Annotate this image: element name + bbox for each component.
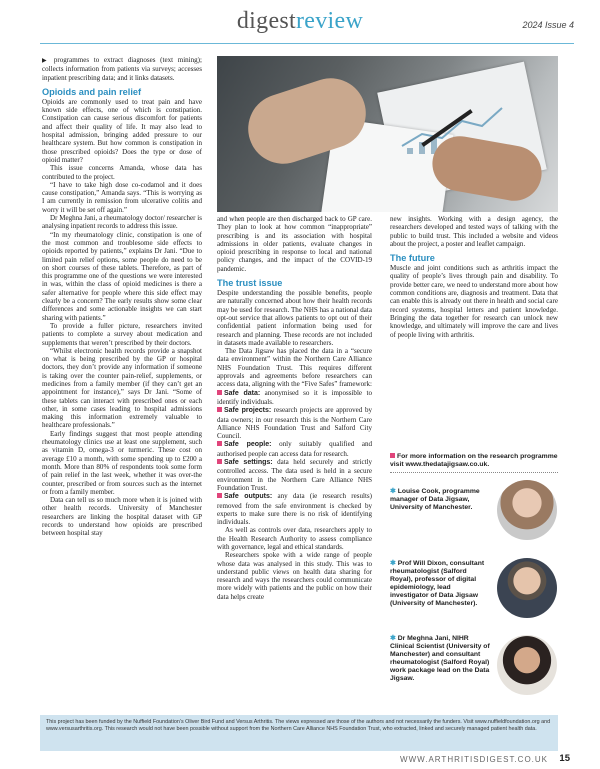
safe-text: data held securely and strictly controlled access. The data used is held in a secure environment in the Northern Care Alliance NHS Foundation Trust. (217, 458, 373, 492)
safe-label: Safe data: (224, 389, 261, 397)
profile-will-dixon (390, 560, 490, 609)
pink-square-icon (217, 459, 222, 464)
paragraph: Dr Meghna Jani, a rheumatology doctor/ researcher is analysing inpatient records to address this issue. (42, 214, 202, 231)
section-heading-opioids: Opioids and pain relief (42, 86, 142, 97)
safe-label: Safe people: (224, 441, 272, 449)
safe-item (217, 492, 372, 526)
page-number: 15 (559, 753, 570, 764)
header-photo (217, 56, 558, 212)
title-main: digest (236, 8, 297, 34)
safe-item (217, 440, 372, 458)
pink-square-icon (217, 441, 222, 446)
paragraph: The Data Jigsaw has placed the data in a “secure data environment” within the Northern Care Alliance NHS Foundation Trust. This requires different approvals and agreements before researchers can access data, aligning with the “Five Safes” framework: (217, 347, 372, 389)
safe-text: research projects are approved by data owners; in our research this is the Northern Care Alliance NHS Foundation Trust and Salford City Council. (217, 406, 372, 441)
paragraph: Muscle and joint conditions such as arthritis impact the quality of people’s lives through pain and disability. To provide better care, we need to understand more about how common conditions are, diagnosis and treatment. Data that can enable this is already out there in health and social care record systems, hospital letters and patient knowledge. Bringing the data together for research can unlock new knowledge, and ultimately will improve the care and lives of people living with arthritis. (390, 264, 558, 339)
more-info-text: For more information on the research programme visit www.thedatajigsaw.co.uk. (390, 453, 558, 468)
avatar-louise-cook (497, 480, 557, 540)
magazine-title (0, 8, 600, 35)
safe-label: Safe projects: (224, 407, 272, 415)
intro-paragraph (42, 56, 202, 82)
column-2 (217, 215, 372, 601)
pink-square-icon (217, 407, 222, 412)
paragraph: As well as controls over data, researchers apply to the Health Research Authority to assess compliance with governance, legal and ethical standards. (217, 526, 372, 551)
more-info-callout (390, 453, 558, 469)
avatar-meghna-jani (497, 635, 557, 695)
issue-label: 2024 Issue 4 (522, 20, 574, 30)
intro-text: programmes to extract diagnoses (text mining); collects information from patients via surveys; accesses inpatient prescribing data; and it links datasets. (42, 56, 202, 82)
paragraph: “In my rheumatology clinic, constipation is one of the most common and troublesome side effects to opioids reported by patients,” explains Dr Jani. “Due to limited pain relief options, some people do need to be on short courses of these tablets. Therefore, as part of this programme one of the questions we were interested in was, within the class of opioid medicines is there a safer alternative for people where this side effect may clearly be a concern? The early results show some clear differences and some actionable insights we can start sharing with patients.” (42, 230, 202, 322)
profile-louise-cook (390, 488, 490, 512)
profile-meghna-jani (390, 635, 490, 684)
safe-text: any data (ie research results) removed from the safe environment is checked by experts to make sure there is no risk of identifying individuals. (217, 492, 372, 527)
profile-caption: Dr Meghna Jani, NIHR Clinical Scientist (University of Manchester) and consultant rheumatologist (Salford Royal) work package lead on the Data Jigsaw. (390, 635, 490, 683)
paragraph: new insights. Working with a design agency, the researchers developed and tested ways of talking with the public to build trust. This included a website and videos about the project, a poster and leaflet campaign. (390, 215, 558, 248)
safe-text: anonymised so it is impossible to identify individuals. (217, 388, 372, 406)
safe-item (217, 458, 372, 492)
profile-caption: Prof Will Dixon, consultant rheumatologist (Salford Royal), professor of digital epidemiology, lead investigator of Data Jigsaw (University of Manchester). (390, 560, 485, 608)
paragraph: This issue concerns Amanda, whose data has contributed to the project. (42, 164, 202, 181)
pink-square-icon (217, 493, 222, 498)
profile-caption: Louise Cook, programme manager of Data Jigsaw, University of Manchester. (390, 488, 480, 512)
safe-item (217, 389, 372, 407)
paragraph: To provide a fuller picture, researchers invited patients to complete a survey about medication and supplements that weren’t prescribed by their doctors. (42, 321, 202, 347)
safe-text: only suitably qualified and authorised people can access data for research. (217, 440, 373, 458)
section-heading-future: The future (390, 253, 435, 264)
paragraph: Data can tell us so much more when it is joined with other health records. University of Manchester researchers are linking the hospital dataset with GP records to understand how opioids are prescribed between hospital stay (42, 496, 202, 538)
title-accent: review (296, 8, 364, 34)
star-icon: ✱ (390, 488, 396, 495)
star-icon: ✱ (390, 635, 396, 642)
funding-note: This project has been funded by the Nuffield Foundation’s Oliver Bird Fund and Versus Arthritis. The views expressed are those of the authors and not necessarily the funders. Visit www.nuffieldfoundation.org and www.versusarthritis.org. This research would not have been possible without support from the Northern Care Alliance NHS Foundation Trust, who extracted, linked and securely managed patient health data. (40, 715, 558, 751)
safe-item (217, 406, 372, 440)
pink-square-icon (217, 390, 222, 395)
pink-square-icon (390, 453, 395, 458)
paragraph: “Whilst electronic health records provide a snapshot on what is being prescribed by the GP or hospital doctors, they don’t provide any information if someone is taking over the counter pain-relief, supplements, or medicines from a family member (if they can’t get an appointment for instance),” says Dr Jani. “Some of these tablets can interact with prescribed ones or each other, in some cases leading to hospital admissions making this information extremely valuable to healthcare professionals.” (42, 346, 202, 430)
header-divider (40, 43, 574, 44)
section-heading-trust: The trust issue (217, 278, 283, 289)
paragraph: Researchers spoke with a wide range of people whose data was analysed in this study. This was to understand public views on health data sharing for research and ways the researchers could communicate more widely with patients and the public on how their data helps create (217, 551, 372, 601)
dotted-divider (390, 472, 558, 473)
column-1 (42, 56, 202, 538)
paragraph: and when people are then discharged back to GP care. They plan to look at how common “inappropriate” prescribing is and its association with hospital admissions in older patients, evaluate changes in opioid prescribing in response to local and national policy changes, and the impact of the COVID-19 pandemic. (217, 215, 372, 273)
avatar-will-dixon (497, 558, 557, 618)
paragraph: Opioids are commonly used to treat pain and have known side effects, one of which is constipation. Constipation can cause serious discomfort for patients and affect their quality of life. It may also lead to hospital admission, bringing added pressure to our healthcare system. But how common is constipation in those prescribed opioids? Does the type or dose of opioid matter? (42, 97, 202, 164)
safe-label: Safe settings: (224, 459, 273, 467)
site-url[interactable]: WWW.ARTHRITISDIGEST.CO.UK (400, 755, 548, 764)
paragraph: “I have to take high dose co-codamol and it does cause constipation,” Amanda says. “This is worrying as I am currently in remission from ulcerative colitis and worry it will be set off again.” (42, 180, 202, 214)
paragraph: Despite understanding the possible benefits, people are naturally concerned about how their health records may be used for research. The NHS has a national data opt-out service that allows patients to opt out of their confidential patient information being used for research and planning. These records are not included in datasets made available to researchers. (217, 289, 372, 347)
paragraph: Early findings suggest that most people attending rheumatology clinics use at least one supplement, such as vitamin D, omega-3 or turmeric. These cost on average £10 a month, with some spending up to £200 a month. More than 80% of respondents took some form of pain relief in the last week, whether it was over-the counter, prescribed or from sources such as the internet or from a family member. (42, 429, 202, 496)
triangle-bullet-icon: ▶ (42, 58, 54, 64)
safe-label: Safe outputs: (224, 493, 273, 501)
column-3 (390, 215, 558, 339)
star-icon: ✱ (390, 560, 396, 567)
